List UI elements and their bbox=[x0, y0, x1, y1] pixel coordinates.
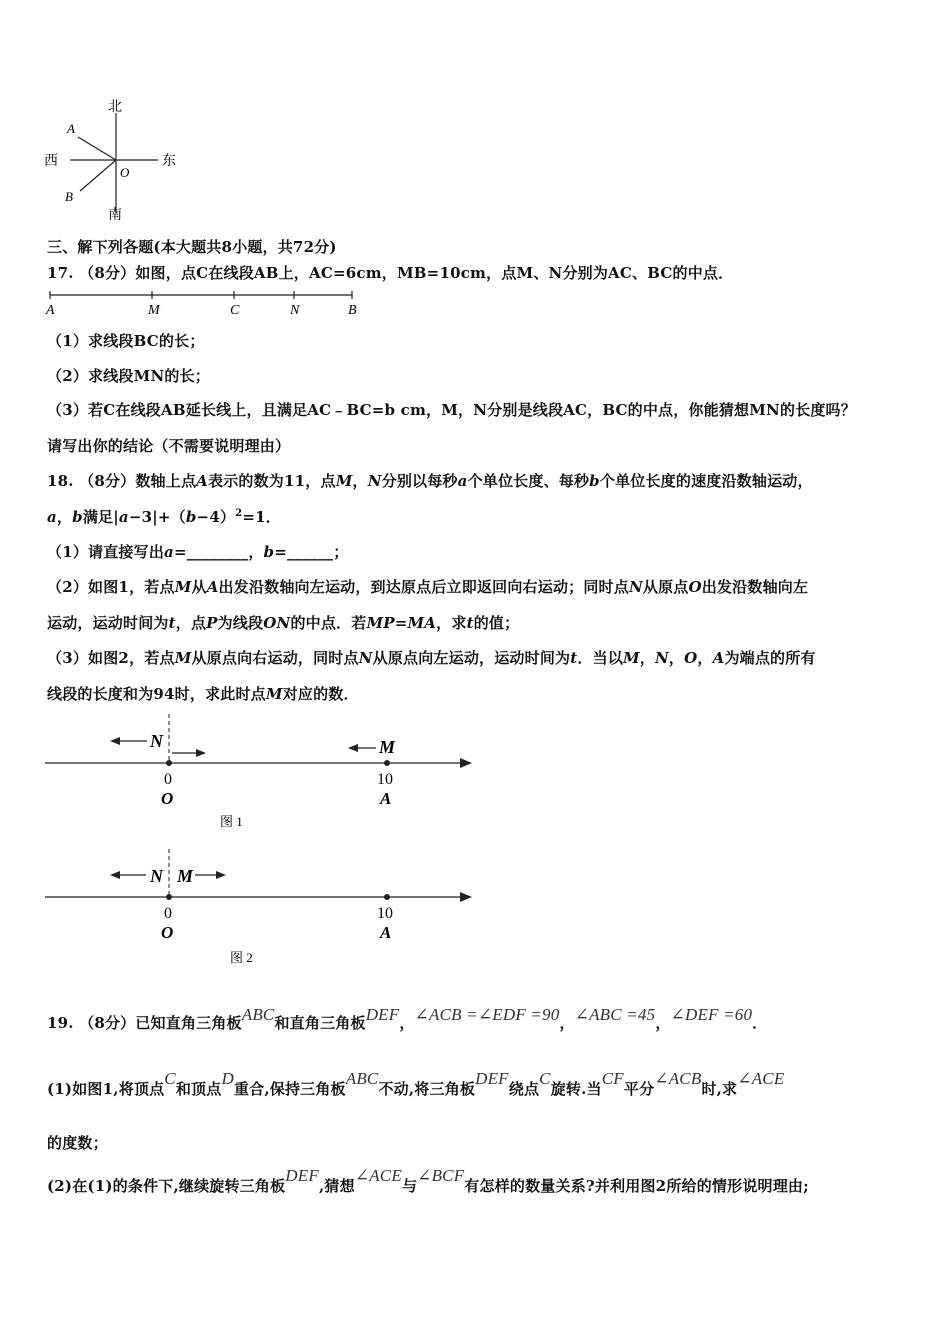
section-heading: 三、解下列各题(本大题共8小题，共72分) bbox=[47, 238, 337, 256]
fig2-tick-10: 10 bbox=[377, 905, 393, 922]
q17-part1: （1）求线段BC的长； bbox=[47, 332, 205, 350]
fig2-point-a: A bbox=[380, 923, 392, 942]
compass-south: 南 bbox=[108, 208, 122, 223]
q18-part2-line1: （2）如图1，若点M从A出发沿数轴向左运动，到达原点后立即返回向右运动；同时点N从原点O出发沿数轴向左 bbox=[47, 578, 809, 596]
fig2-caption: 图 2 bbox=[230, 950, 253, 965]
segment-label-n: N bbox=[290, 303, 300, 318]
segment-label-c: C bbox=[230, 303, 240, 318]
figure-1-number-line bbox=[40, 710, 480, 835]
compass-diagram bbox=[40, 95, 190, 225]
fig1-label-n: N bbox=[150, 731, 163, 751]
q18-part1: （1）请直接写出a=________，b=______； bbox=[47, 543, 349, 561]
q18-part3-line2: 线段的长度和为94时，求此时点M对应的数． bbox=[47, 685, 359, 703]
compass-west: 西 bbox=[44, 154, 58, 169]
segment-label-a: A bbox=[46, 303, 55, 318]
fig2-label-m: M bbox=[177, 866, 194, 886]
q19-line3: 的度数； bbox=[47, 1134, 108, 1152]
q17-part3-line1: （3）若C在线段AB延长线上，且满足AC﹣BC=b cm，M，N分别是线段AC，BC的中点，你能猜想MN的长度吗？ bbox=[47, 401, 856, 419]
q17-part3-line2: 请写出你的结论（不需要说明理由） bbox=[47, 437, 291, 455]
q19-line4: (2)在(1)的条件下,继续旋转三角板DEF,猜想∠ACE与∠BCF有怎样的数量关系?并利用图2所给的情形说明理由; bbox=[47, 1166, 809, 1195]
q17-segment-figure bbox=[44, 290, 364, 320]
q18-line1: 18. （8分）数轴上点A表示的数为11，点M，N分别以每秒a个单位长度、每秒b个单位长度的速度沿数轴运动， bbox=[47, 472, 813, 490]
fig1-label-m: M bbox=[379, 737, 396, 757]
compass-north: 北 bbox=[108, 100, 122, 115]
compass-label-b: B bbox=[65, 189, 73, 204]
q17-stem: 17. （8分）如图，点C在线段AB上，AC=6cm，MB=10cm，点M、N分别为AC、BC的中点． bbox=[47, 264, 734, 282]
q19-line2: (1)如图1,将顶点C和顶点D重合,保持三角板ABC不动,将三角板DEF绕点C旋转.当CF平分∠ACB时,求∠ACE bbox=[47, 1069, 785, 1098]
compass-label-a: A bbox=[67, 121, 75, 136]
fig2-point-o: O bbox=[161, 923, 174, 942]
compass-east: 东 bbox=[162, 154, 176, 169]
segment-label-b: B bbox=[348, 303, 357, 318]
fig1-tick-10: 10 bbox=[377, 771, 393, 788]
figure-2-number-line bbox=[40, 845, 480, 970]
fig1-point-o: O bbox=[161, 789, 174, 808]
fig1-tick-0: 0 bbox=[164, 771, 172, 788]
segment-label-m: M bbox=[148, 303, 160, 318]
q17-part2: （2）求线段MN的长； bbox=[47, 367, 210, 385]
q19-line1: 19. （8分）已知直角三角板ABC和直角三角板DEF，∠ACB =∠EDF =90，∠ABC =45，∠DEF =60． bbox=[47, 1005, 768, 1032]
q18-line2: a，b满足$|a-3|+(b-4)^2=1$． bbox=[47, 508, 281, 526]
fig1-caption: 图 1 bbox=[220, 814, 243, 829]
fig2-label-n: N bbox=[150, 866, 163, 886]
compass-label-o: O bbox=[120, 165, 130, 180]
q18-part2-line2: 运动，运动时间为t，点P为线段ON的中点．若MP=MA，求t的值； bbox=[47, 614, 520, 632]
fig2-tick-0: 0 bbox=[164, 905, 172, 922]
q18-part3-line1: （3）如图2，若点M从原点向右运动，同时点N从原点向左运动，运动时间为t．当以M，N，O，A为端点的所有 bbox=[47, 649, 816, 667]
fig1-point-a: A bbox=[380, 789, 392, 808]
